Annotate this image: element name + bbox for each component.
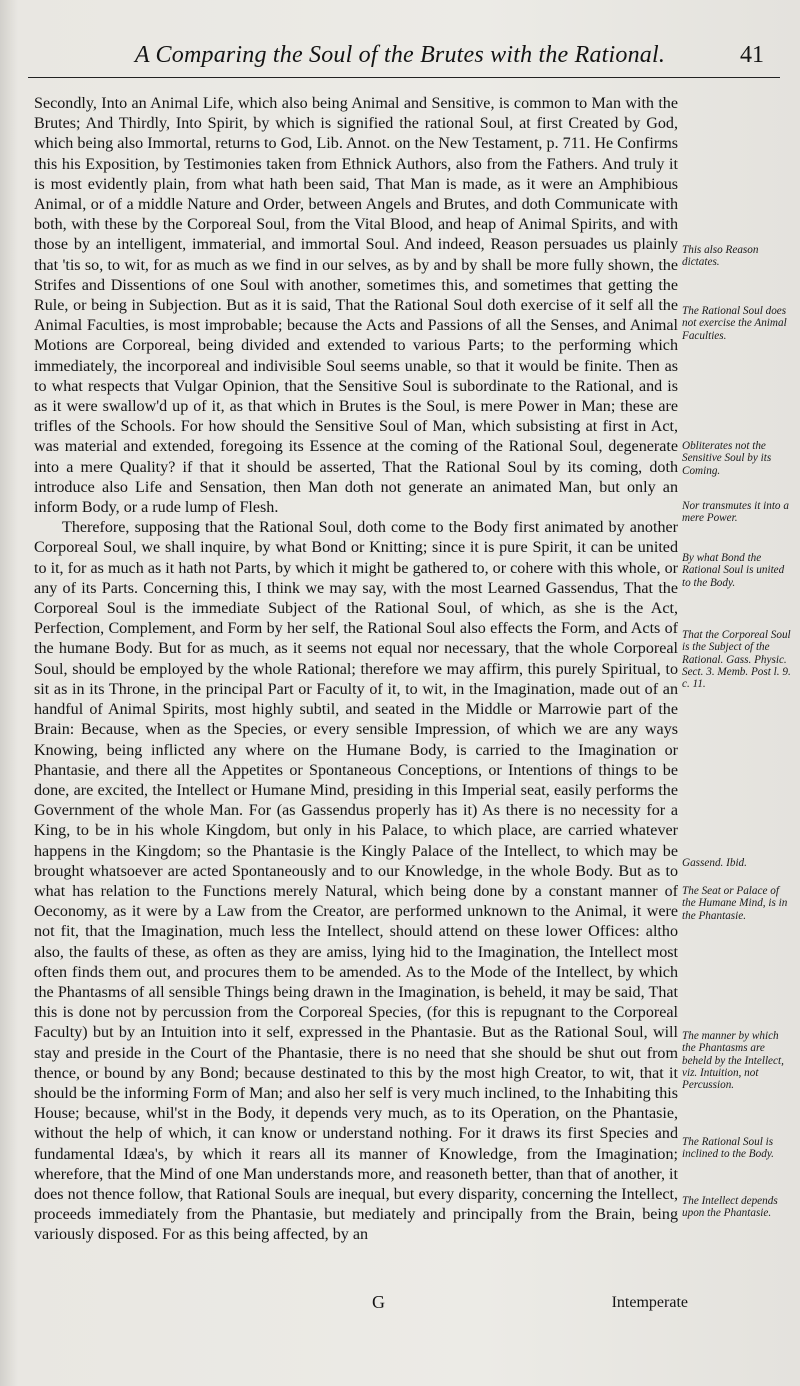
paragraph-2: Therefore, supposing that the Rational Soul, doth come to the Body first animated by another Corporeal Soul, we shall inquire, by what Bond or Knitting; since it is pure Spirit, it can be united to it, for as much as it hath not Parts, by which it might be gathered to, or cohere with this whole, or any of its Parts. Concerning this, I think we may say, with the most Learned Gassendus, That the Corporeal Soul is the immediate Subject of the Rational Soul, of which, as she is the Act, Perfection, Complement, and Form by her self, the Rational Soul also effects the Form, and Acts of the humane Body. But for as much, as it seems not equal nor necessary, that the whole Corporeal Soul, should be employed by the whole Rational; therefore we may affirm, this purely Spiritual, to sit as in its Throne, in the principal Part or Faculty of it, to wit, in the Imagination, made out of an handful of Animal Spirits, most highly subtil, and seated in the Middle or Marrowie part of the Brain: Because, when as the Species, or every sensible Impression, of which we are any ways Knowing, being inflicted any where on the Humane Body, is carried to the Imagination or Phantasie, and there all the Appetites or Spontaneous Conceptions, or Intentions of things to be done, are excited, the Intellect or Humane Mind, presiding in this Imperial seat, easily performs the Government of the whole Man. For (as Gassendus properly has it) As there is no necessity for a King, to be in his whole Kingdom, but only in his Palace, to which place, are carried whatever happens in the Kingdom; so the Phantasie is the Kingly Palace of the Intellect, to which may be brought whatsoever are acted Spontaneously and to our Knowledge, in the whole Body. But as to what has relation to the Functions merely Natural, which being done by a constant manner of Oeconomy, as it were by a Law from the Creator, are performed unknown to the Animal, it were not fit, that the Imagination, much less the Intellect, should attend on these lower Offices: altho also, the faults of these, as often as they are amiss, lying hid to the Imagination, the Intellect most often finds them out, and procures them to be amended. As to the Mode of the Intellect, by which the Phantasms of all sensible Things being drawn in the Imagination, is beheld, it may be said, That this is done not by percussion from the Corporeal Species, (for this is repugnant to the Corporeal Faculty) but by an Intuition into it self, expressed in the Phantasie. But as the Rational Soul, will stay and preside in the Court of the Phantasie, there is no need that she should be shut out from thence, or bound by any Bond; because destinated to this by the most high Creator, to wit, that it should be the informing Form of Man; and also her self is very much inclined, to the Inhabiting this House; because, whil'st in the Body, it depends very much, as to its Operation, on the Phantasie, without the help of which, it can know or understand nothing. For it draws its first Species and fundamental Idæa's, by which it rears all its manner of Knowledge, from the Imagination; wherefore, that the Mind of one Man understands more, and reasoneth better, than that of another, it does not thence follow, that Rational Souls are inequal, but every disparity, concerning the Intellect, proceeds immediately from the Phantasie, but mediately and principally from the Brain, being variously disposed. For as this being affected, by an <box>34 519 678 1244</box>
margin-note: By what Bond the Rational Soul is united to the Body. <box>682 552 785 589</box>
paragraph-1: Secondly, Into an Animal Life, which also being Animal and Sensitive, is common to Man with the Brutes; And Thirdly, Into Spirit, by which is signified the rational Soul, at first Created by God, which being also Immortal, returns to God, Lib. Annot. on the New Testament, p. 711. He Confirms this his Exposition, by Testimonies taken from Ethnick Authors, also from the Fathers. And truly it is most evidently plain, from what hath been said, That Man is made, as it were an Amphibious Animal, or of a middle Nature and Order, between Angels and Brutes, and doth Communicate with both, with these by the Corporeal Soul, from the Vital Blood, and heap of Animal Spirits, and with those by an intelligent, immaterial, and immortal Soul. And indeed, Reason persuades us plainly that 'tis so, to wit, for as much as we find in our selves, as by and by shall be more fully shown, the Strifes and Dissentions of one Soul with another, sometimes this, and sometimes that getting the Rule, or being in Subjection. But as it is said, That the Rational Soul doth exercise of it self all the Animal Faculties, is most improbable; because the Acts and Passions of all the Senses, and Animal Motions are Corporeal, being divided and extended to various Parts; to the performing which immediately, the incorporeal and indivisible Soul seems unable, so that it would be finite. Then as to what respects that Vulgar Opinion, that the Sensitive Soul is subordinate to the Rational, and is as it were swallow'd up of it, as that which in Brutes is the Soul, is mere Power in Man; these are trifles of the Schools. For how should the Sensitive Soul of Man, which subsisting at first in Act, was material and extended, foregoing its Essence at the coming of the Rational Soul, degenerate into a mere Quality? if that it should be asserted, That the Rational Soul by its coming, doth introduce also Life and Sensation, then Man doth not generate an animated Man, but only an inform Body, or a rude lump of Flesh. <box>34 95 678 517</box>
margin-note: That the Corporeal Soul is the Subject of the Rational. Gass. Physic. Sect. 3. Memb. Post l. 9. c. 11. <box>682 629 791 691</box>
running-head: A Comparing the Soul of the Brutes with the Rational. <box>134 42 666 68</box>
margin-note: The Rational Soul does not exercise the Animal Faculties. <box>682 305 787 342</box>
page-number: 41 <box>740 42 764 68</box>
margin-note: Gassend. Ibid. <box>682 857 747 869</box>
main-text-column <box>34 94 678 1246</box>
margin-note: The Rational Soul is inclined to the Body. <box>682 1136 774 1161</box>
catchword: Intemperate <box>611 1294 688 1311</box>
margin-note: Obliterates not the Sensitive Soul by its Coming. <box>682 440 772 477</box>
header-rule <box>28 77 780 78</box>
margin-note: Nor transmutes it into a mere Power. <box>682 500 789 525</box>
signature-mark: G <box>372 1292 385 1312</box>
margin-note: The Intellect depends upon the Phantasie. <box>682 1195 778 1220</box>
margin-note: This also Reason dictates. <box>682 244 759 269</box>
margin-note: The Seat or Palace of the Humane Mind, is in the Phantasie. <box>682 885 788 922</box>
margin-note: The manner by which the Phantasms are beheld by the Intellect, viz. Intuition, not Percussion. <box>682 1030 784 1092</box>
